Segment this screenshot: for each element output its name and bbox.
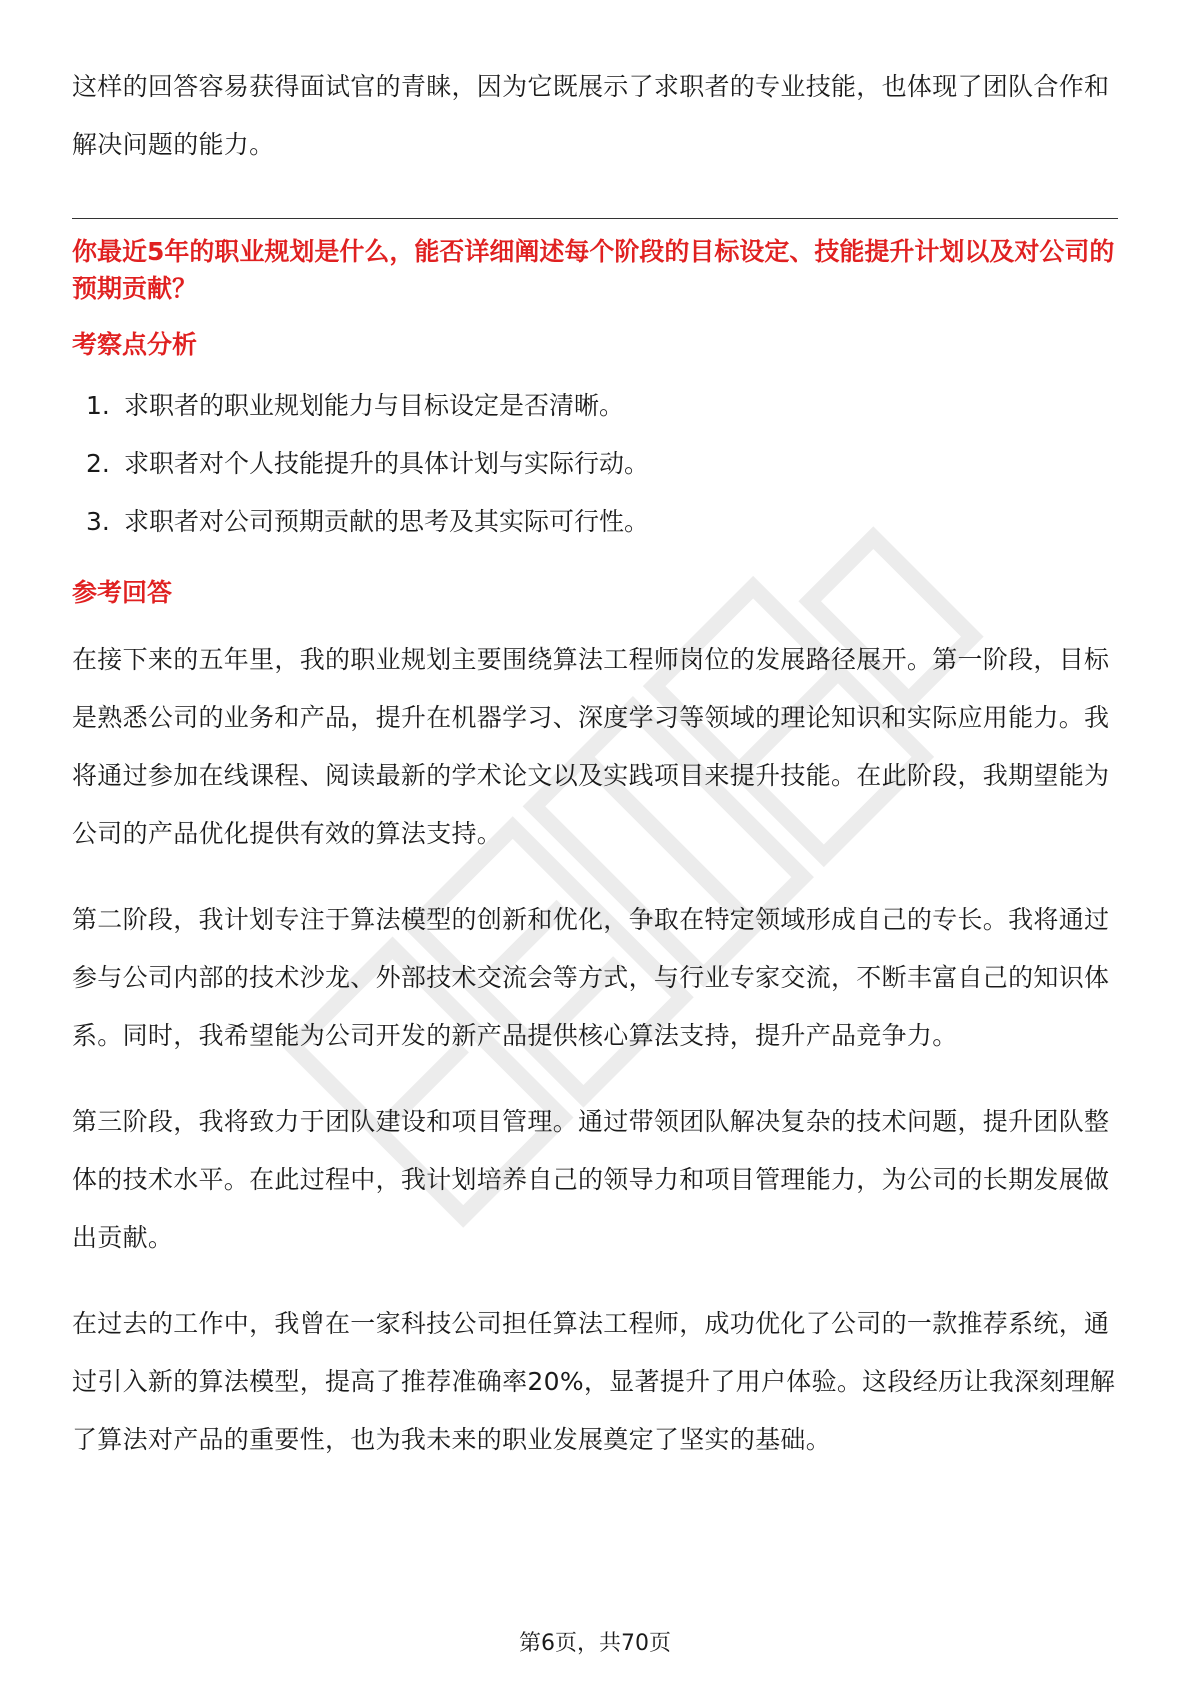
answer-paragraph: 在过去的工作中，我曾在一家科技公司担任算法工程师，成功优化了公司的一款推荐系统，通过引入新的算法模型，提高了推荐准确率20%，显著提升了用户体验。这段经历让我深刻理解了算法对产品的重要性，也为我未来的职业发展奠定了坚实的基础。 — [72, 1309, 1116, 1454]
answer-body — [72, 631, 1118, 1469]
answer-paragraph: 在接下来的五年里，我的职业规划主要围绕算法工程师岗位的发展路径展开。第一阶段，目标是熟悉公司的业务和产品，提升在机器学习、深度学习等领域的理论知识和实际应用能力。我将通过参加在线课程、阅读最新的学术论文以及实践项目来提升技能。在此阶段，我期望能为公司的产品优化提供有效的算法支持。 — [72, 645, 1110, 848]
page-number-footer: 第6页，共70页 — [519, 1631, 671, 1656]
answer-paragraph: 第三阶段，我将致力于团队建设和项目管理。通过带领团队解决复杂的技术问题，提升团队整体的技术水平。在此过程中，我计划培养自己的领导力和项目管理能力，为公司的长期发展做出贡献。 — [72, 1107, 1110, 1252]
list-item-text: 求职者对个人技能提升的具体计划与实际行动。 — [124, 449, 650, 478]
list-item-text: 求职者的职业规划能力与目标设定是否清晰。 — [124, 391, 625, 420]
answer-heading: 参考回答 — [72, 578, 173, 607]
list-item-text: 求职者对公司预期贡献的思考及其实际可行性。 — [124, 507, 650, 536]
question-title: 你最近5年的职业规划是什么，能否详细阐述每个阶段的目标设定、技能提升计划以及对公司的预期贡献？ — [72, 237, 1115, 303]
list-item-number: 1. — [86, 391, 110, 420]
list-item — [72, 493, 1118, 551]
list-item — [72, 377, 1118, 435]
analysis-heading: 考察点分析 — [72, 330, 198, 359]
list-item — [72, 435, 1118, 493]
list-item-number: 2. — [86, 449, 110, 478]
analysis-list — [72, 377, 1118, 551]
intro-paragraph: 这样的回答容易获得面试官的青睐，因为它既展示了求职者的专业技能，也体现了团队合作和解决问题的能力。 — [72, 72, 1110, 159]
list-item-number: 3. — [86, 507, 110, 536]
document-content — [72, 58, 1118, 1469]
answer-paragraph: 第二阶段，我计划专注于算法模型的创新和优化，争取在特定领域形成自己的专长。我将通过参与公司内部的技术沙龙、外部技术交流会等方式，与行业专家交流，不断丰富自己的知识体系。同时，我希望能为公司开发的新产品提供核心算法支持，提升产品竞争力。 — [72, 905, 1110, 1050]
section-divider — [72, 218, 1118, 219]
